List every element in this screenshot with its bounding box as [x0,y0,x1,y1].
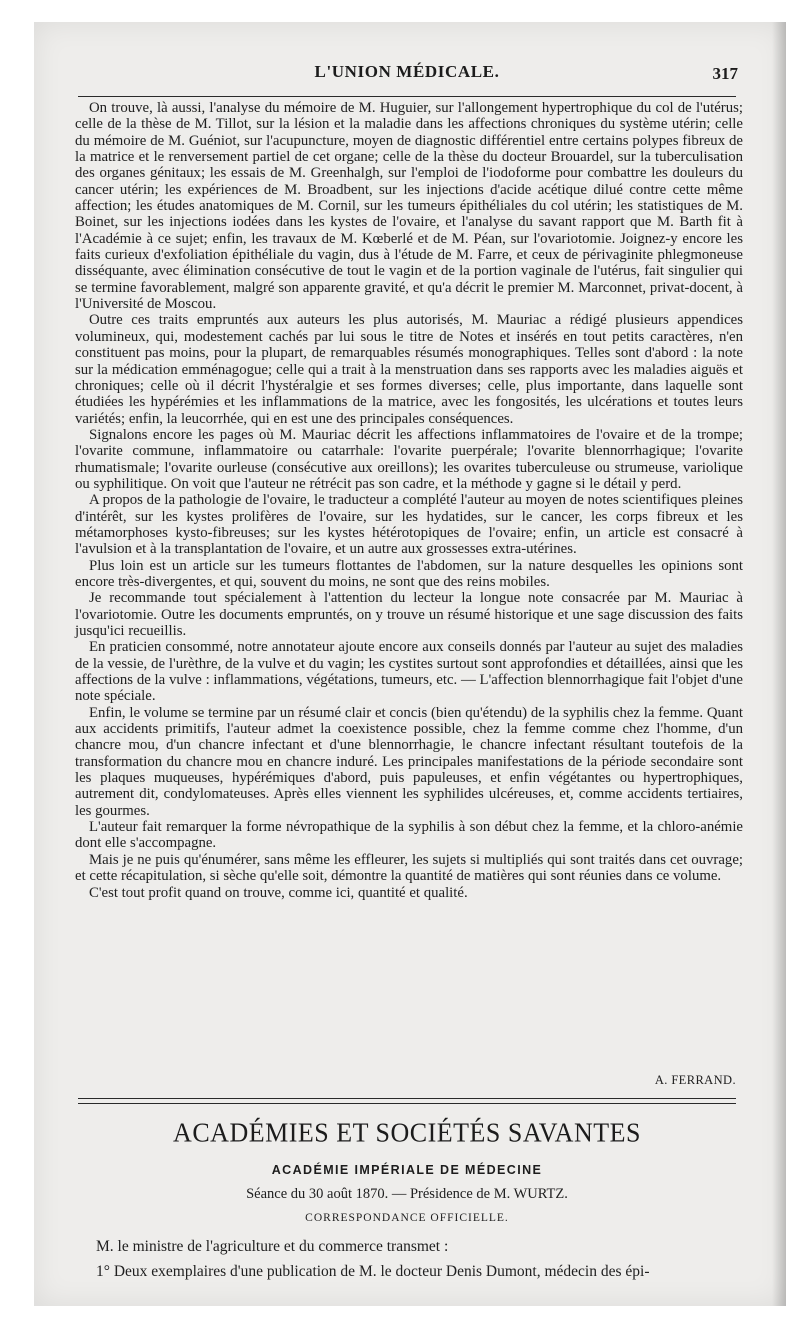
paragraph: Plus loin est un article sur les tumeurs flottantes de l'abdomen, sur la nature desquelles les opinions sont encore très-divergentes, et qui, souvent du moins, ne sont que des reins mobiles. [75,557,743,590]
paragraph: En praticien consommé, notre annotateur ajoute encore aux conseils donnés par l'auteur au sujet des maladies de la vessie, de l'urèthre, de la vulve et du vagin; les cystites surtout sont approfondies et détaillées, ainsi que les affections de la vulve : inflammations, végétations, tumeurs, etc. — L'affection blennorrhagique fait l'objet d'une note spéciale. [75,639,743,705]
section-title: ACADÉMIES ET SOCIÉTÉS SAVANTES [173,1117,641,1148]
correspondence-heading: CORRESPONDANCE OFFICIELLE. [305,1212,509,1224]
author-signature: A. FERRAND. [654,1073,736,1087]
paragraph: Signalons encore les pages où M. Mauriac décrit les affections inflammatoires de l'ovaire et de la trompe; l'ovarite commune, inflammatoire ou catarrhale: l'ovarite puerpérale; l'ovarite blennorrhagique; l'ovarite rhumatismale; l'ovarite ourleuse (consécutive aux oreillons); les ovarites tuberculeuse ou strumeuse, variolique ou syphilitique. On voit que l'auteur ne rétrécit pas son cadre, et la méthode y gagne si le détail y perd. [75,426,743,492]
paragraph: C'est tout profit quand on trouve, comme ici, quantité et qualité. [89,884,468,901]
body-line: M. le ministre de l'agriculture et du commerce transmet : [96,1238,449,1255]
page-number: 317 [712,64,738,83]
session-line: Séance du 30 août 1870. — Présidence de M. WURTZ. [246,1186,568,1202]
academy-heading: ACADÉMIE IMPÉRIALE DE MÉDECINE [271,1163,543,1177]
paragraph: A propos de la pathologie de l'ovaire, le traducteur a complété l'auteur au moyen de notes scientifiques pleines d'intérêt, sur les kystes prolifères de l'ovaire, sur les hydatides, sur le cancer, les corps fibreux et les métamorphoses kysto-fibreuses; sur les kystes hétérotopiques de l'ovaire; enfin, un article est consacré à l'avulsion et à la transplantation de l'ovaire, et un autre aux grossesses extra-utérines. [75,492,743,558]
paragraph: On trouve, là aussi, l'analyse du mémoire de M. Huguier, sur l'allongement hypertrophique du col de l'utérus; celle de la thèse de M. Tillot, sur la lésion et la maladie dans les affections chroniques du système utérin; celle du mémoire de M. Guéniot, sur l'acupuncture, moyen de diagnostic différentiel entre certains polypes fibreux de la matrice et le renversement partiel de cet organe; celle de la thèse du docteur Brouardel, sur la tuberculisation des organes génitaux; les essais de M. Greenhalgh, sur l'emploi de l'iodoforme pour combattre les douleurs du cancer utérin; les expériences de M. Broadbent, sur les injections d'acide acétique dilué contre cette même affection; les études anatomiques de M. Cornil, sur les tumeurs épithéliales du col utérin; les statistiques de M. Boinet, sur les injections iodées dans les kystes de l'ovaire, et l'analyse du savant rapport que M. Barth fit à l'Académie à ce sujet; enfin, les travaux de M. Kœberlé et de M. Péan, sur l'ovariotomie. Joignez-y encore les faits curieux d'exfoliation épithéliale du vagin, dus à l'étude de M. Farre, et ceux de périvaginite phlegmoneuse disséquante, avec élimination consécutive de tout le vagin et de la portion vaginale de l'utérus, fait singulier qui se termine favorablement, malgré son apparente gravité, et qu'a décrit le premier M. Marconnet, privat-docent, à l'Université de Moscou. [75,100,743,313]
paragraph: Enfin, le volume se termine par un résumé clair et concis (bien qu'étendu) de la syphilis chez la femme. Quant aux accidents primitifs, l'auteur admet la coexistence possible, chez la femme comme chez l'homme, d'un chancre mou, d'un chancre infectant et d'une blennorrhagie, le chancre infectant résultant toutefois de la transformation du chancre mou en chancre induré. Les principales manifestations de la période secondaire sont les plaques muqueuses, hypérémiques d'abord, puis papuleuses, et enfin végétantes ou hypertrophiques, autrement dit, condylomateuses. Après elles viennent les syphilides ulcéreuses, et, comme accidents tertiaires, les gourmes. [75,704,743,819]
paragraph: L'auteur fait remarquer la forme névropathique de la syphilis à son début chez la femme, et la chloro-anémie dont elle s'accompagne. [75,819,743,852]
article-body [75,100,743,901]
paragraph: Outre ces traits empruntés aux auteurs les plus autorisés, M. Mauriac a rédigé plusieurs appendices volumineux, qui, modestement cachés par lui sous le titre de Notes et insérés en tout petits caractères, n'en constituent pas moins, pour la plupart, de remarquables résumés monographiques. Telles sont d'abord : la note sur la médication emménagogue; celle qui a trait à la menstruation dans ses rapports avec les maladies aiguës et chroniques; celle où il décrit l'hystéralgie et ses formes diverses; celle, plus importante, dans laquelle sont étudiées les hypérémies et les inflammations de la matrice, avec les fongosités, les ulcérations et toutes leurs variétés; enfin, la leucorrhée, qui en est une des principales conséquences. [75,312,743,427]
paragraph: Mais je ne puis qu'énumérer, sans même les effleurer, les sujets si multipliés qui sont traités dans cet ouvrage; et cette récapitulation, si sèche qu'elle soit, démontre la quantité de matières qui sont réunies dans ce volume. [75,851,743,885]
header-rule [78,96,736,97]
page-header [72,62,742,88]
paragraph: Je recommande tout spécialement à l'attention du lecteur la longue note consacrée par M. Mauriac à l'ovariotomie. Outre les documents empruntés, on y trouve un résumé historique et une sage discussion des faits jusqu'ici recueillis. [75,590,743,639]
running-title: L'UNION MÉDICALE. [314,62,500,81]
section-divider [78,1098,736,1104]
body-line: 1° Deux exemplaires d'une publication de M. le docteur Denis Dumont, médecin des épi- [96,1263,650,1280]
